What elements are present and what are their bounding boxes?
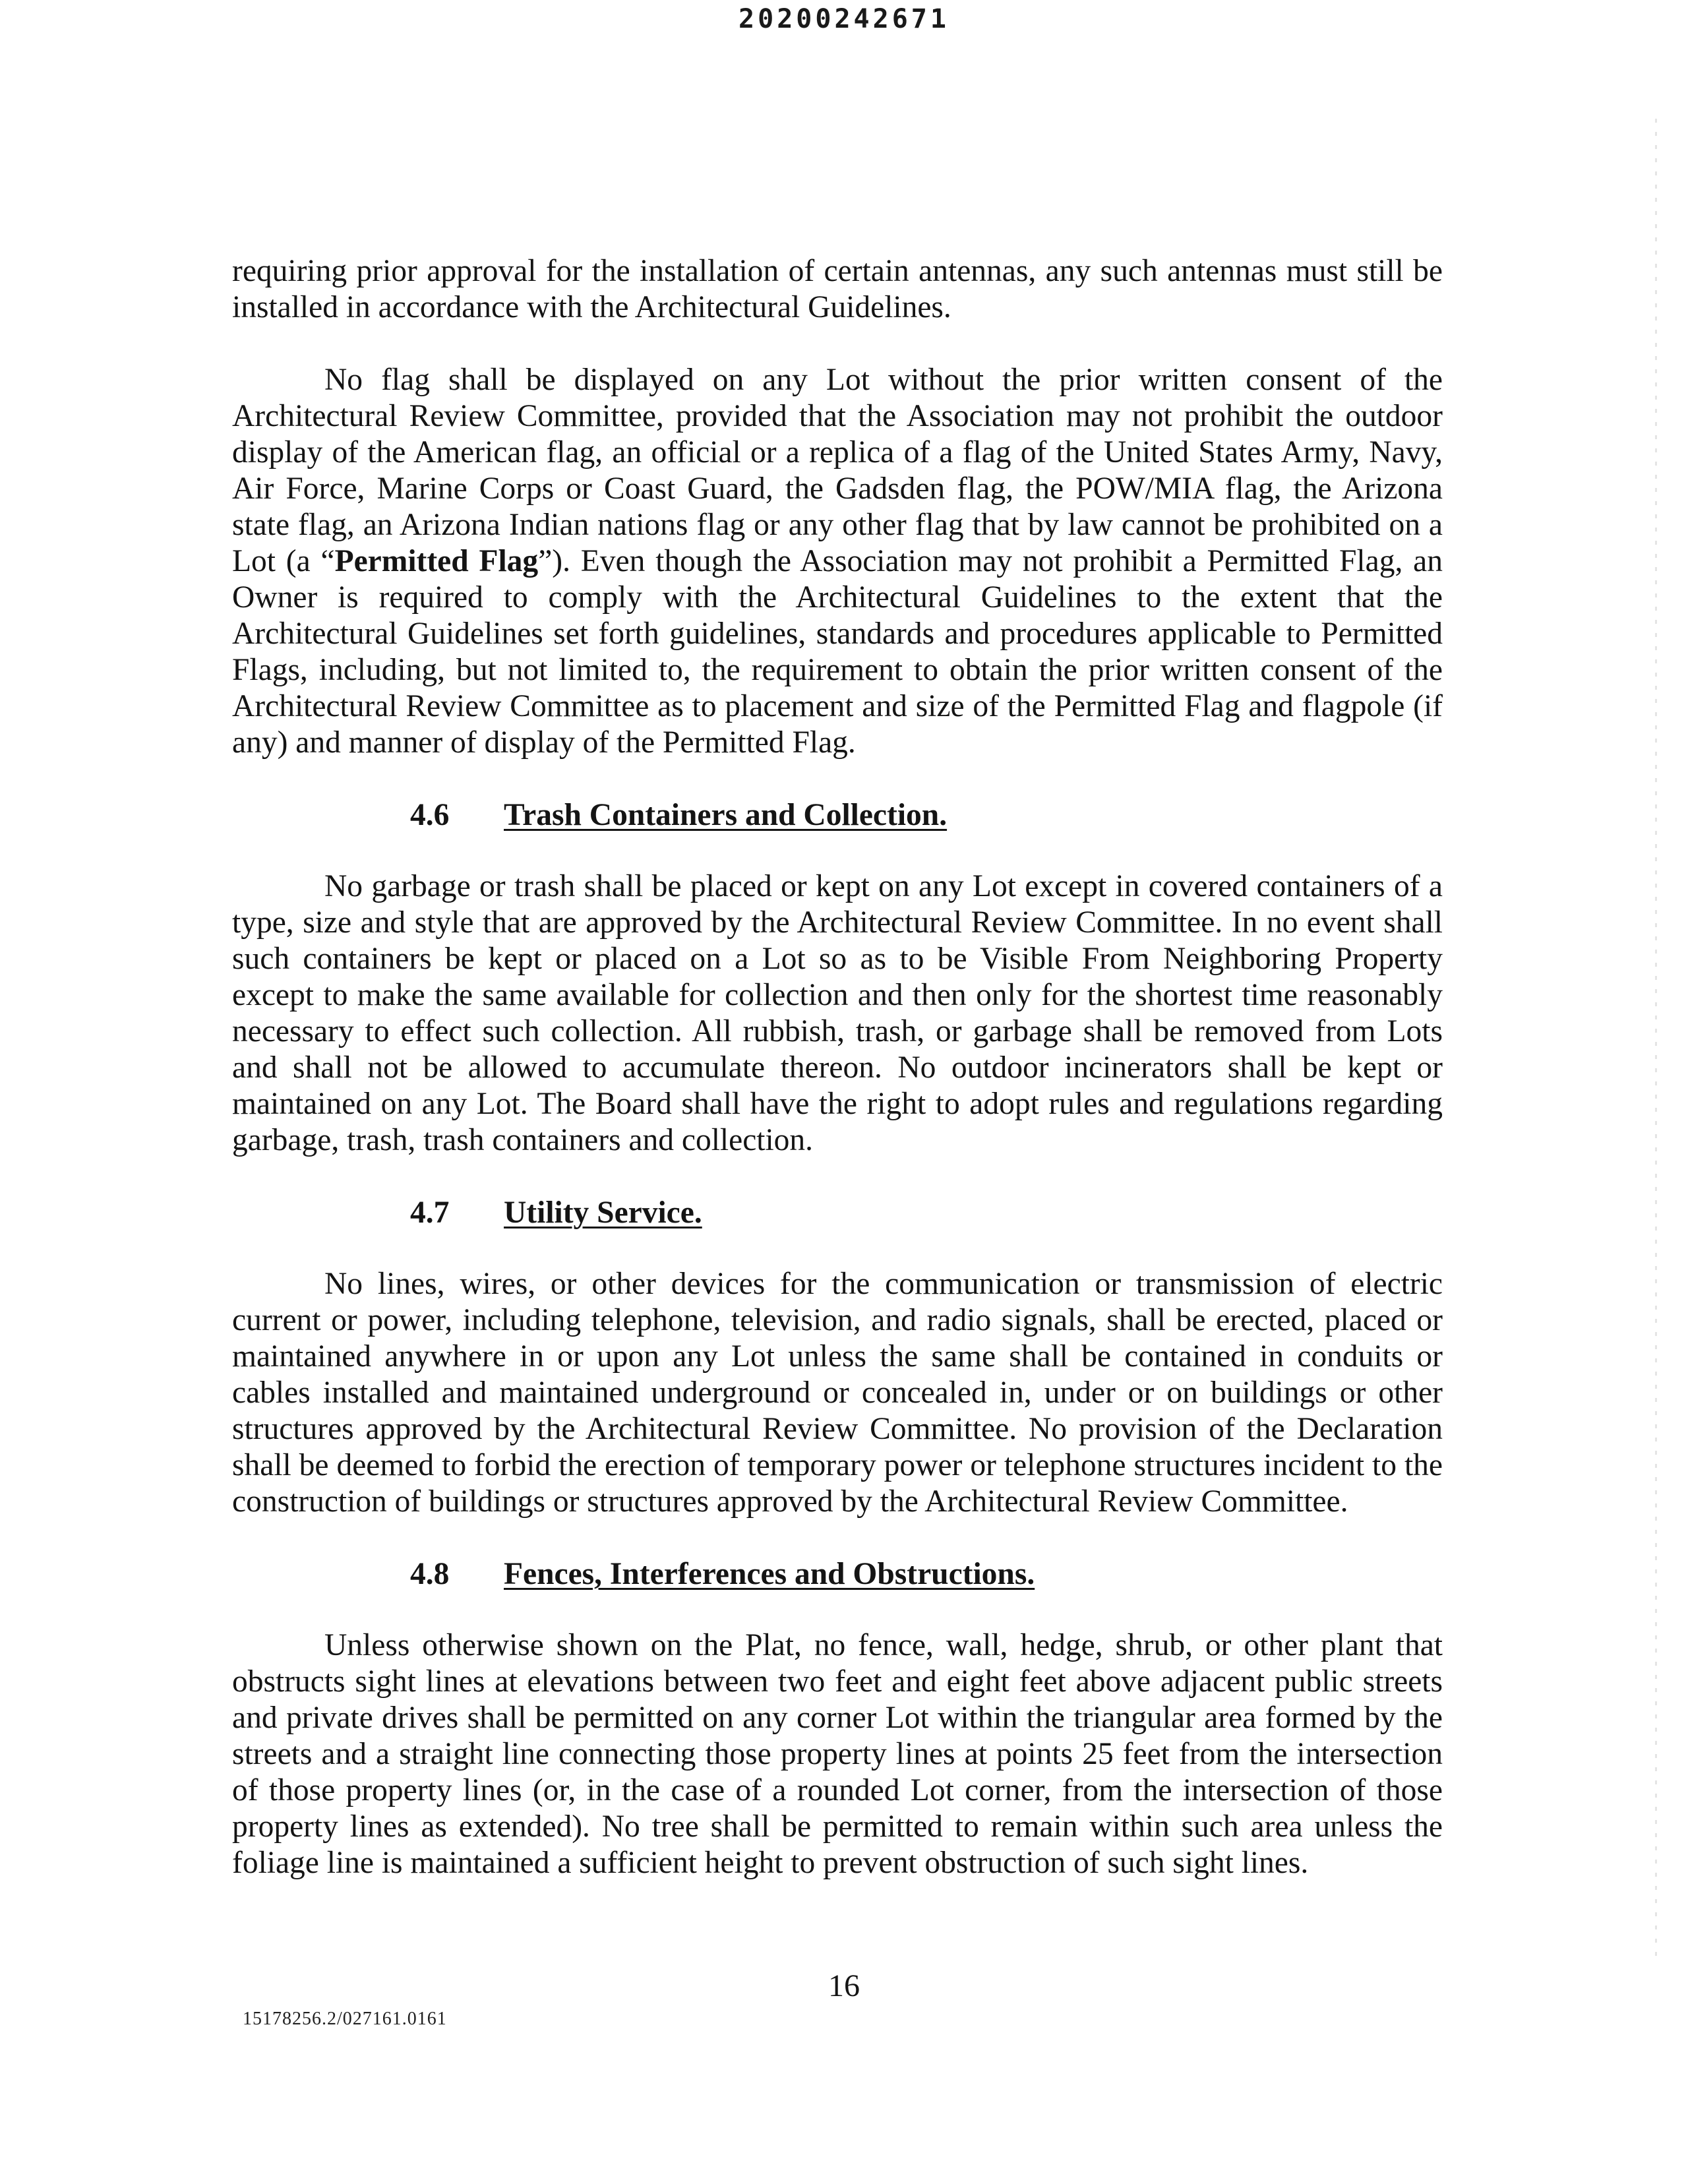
- scan-edge-artifact: [1655, 119, 1657, 1965]
- section-title: Trash Containers and Collection.: [504, 798, 948, 832]
- section-number: 4.7: [410, 1196, 450, 1230]
- section-text-4-8: Unless otherwise shown on the Plat, no fence, wall, hedge, shrub, or other plant that obstructs sight lines at elevations between two feet and eight feet above adjacent public streets and private drives shall be permitted on any corner Lot within the triangular area formed by the streets and a straight line connecting those property lines at points 25 feet from the intersection of those property lines (or, in the case of a rounded Lot corner, from the intersection of those property lines as extended). No tree shall be permitted to remain within such area unless the foliage line is maintained a sufficient height to prevent obstruction of such sight lines.: [232, 1628, 1443, 1880]
- flag-text-part2: ”). Even though the Association may not prohibit a Permitted Flag, an Owner is required to comply with the Architectural Guidelines to the extent that the Architectural Guidelines set forth guidelines, standards and procedures applicable to Permitted Flags, including, but not limited to, the requirement to obtain the prior written consent of the Architectural Review Committee as to placement and size of the Permitted Flag and flagpole (if any) and manner of display of the Permitted Flag.: [232, 544, 1443, 760]
- page-number: 16: [828, 1968, 860, 2003]
- section-number: 4.6: [410, 798, 450, 832]
- section-text-4-7: No lines, wires, or other devices for the communication or transmission of electric current or power, including telephone, television, and radio signals, shall be erected, placed or maintained anywhere in or upon any Lot unless the same shall be contained in conduits or cables installed and maintained underground or concealed in, under or on buildings or other structures approved by the Architectural Review Committee. No provision of the Declaration shall be deemed to forbid the erection of temporary power or telephone structures incident to the construction of buildings or structures approved by the Architectural Review Committee.: [232, 1267, 1443, 1519]
- section-text-4-6: No garbage or trash shall be placed or kept on any Lot except in covered containers of a type, size and style that are approved by the Architectural Review Committee. In no event shall such containers be kept or placed on a Lot so as to be Visible From Neighboring Property except to make the same available for collection and then only for the shortest time reasonably necessary to effect such collection. All rubbish, trash, or garbage shall be removed from Lots and shall not be allowed to accumulate thereon. No outdoor incinerators shall be kept or maintained on any Lot. The Board shall have the right to adopt rules and regulations regarding garbage, trash, trash containers and collection.: [232, 869, 1443, 1157]
- recording-number: 20200242671: [738, 4, 950, 34]
- flag-text-part1: No flag shall be displayed on any Lot without the prior written consent of the Architectural Review Committee, provided that the Association may not prohibit the outdoor display of the American flag, an official or a replica of a flag of the United States Army, Navy, Air Force, Marine Corps or Coast Guard, the Gadsden flag, the POW/MIA flag, the Arizona state flag, an Arizona Indian nations flag or any other flag that by law cannot be prohibited on a Lot (a “: [232, 363, 1443, 578]
- paragraph-antennas: requiring prior approval for the installation of certain antennas, any such antennas must still be installed in accordance with the Architectural Guidelines.: [232, 254, 1443, 324]
- document-file-code: 15178256.2/027161.0161: [243, 2009, 447, 2029]
- document-body: [232, 253, 1443, 1918]
- section-heading-4-8: [232, 1556, 1443, 1592]
- section-heading-4-7: [232, 1195, 1443, 1231]
- section-heading-4-6: [232, 797, 1443, 834]
- section-number: 4.8: [410, 1557, 450, 1591]
- paragraph-flag: [232, 362, 1443, 761]
- defined-term-permitted-flag: Permitted Flag: [334, 544, 539, 578]
- section-title: Utility Service.: [504, 1196, 702, 1230]
- section-title: Fences, Interferences and Obstructions.: [504, 1557, 1035, 1591]
